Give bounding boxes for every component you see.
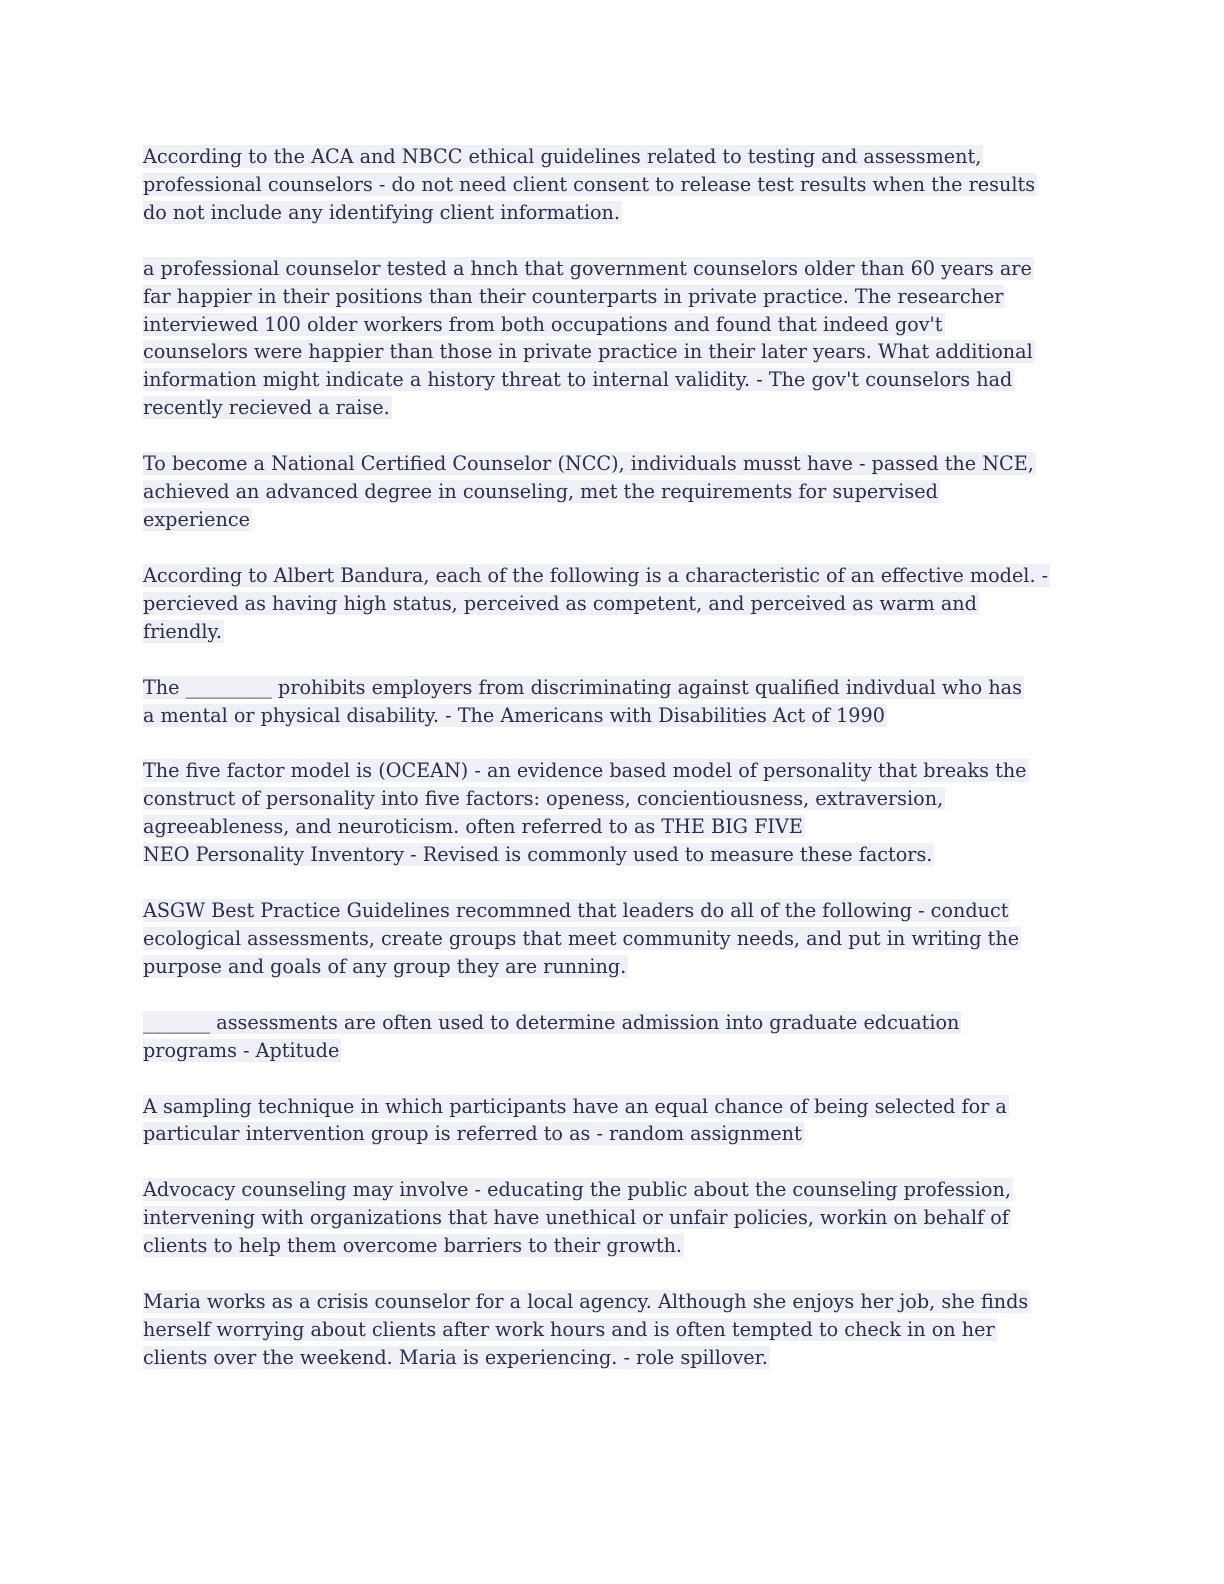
flashcard-entry (143, 1288, 1083, 1372)
text-line: experience (143, 507, 250, 531)
flashcard-entry (143, 143, 1083, 227)
text-line: clients over the weekend. Maria is experiencing. - role spillover. (143, 1345, 768, 1369)
flashcard-entry (143, 1093, 1083, 1149)
flashcard-entry (143, 1176, 1083, 1260)
text-line: Advocacy counseling may involve - educating the public about the counseling profession, (143, 1178, 1011, 1202)
text-line: According to the ACA and NBCC ethical guidelines related to testing and assessment, (143, 145, 982, 168)
text-line: Maria works as a crisis counselor for a local agency. Although she enjoys her job, she finds (143, 1290, 1029, 1314)
text-line: counselors were happier than those in private practice in their later years. What additional (143, 340, 1033, 364)
text-line: friendly. (143, 619, 222, 643)
text-line: A sampling technique in which participants have an equal chance of being selected for a (143, 1094, 1007, 1118)
text-line: a professional counselor tested a hnch that government counselors older than 60 years are (143, 256, 1032, 280)
flashcard-entry (143, 897, 1083, 981)
text-line: The five factor model is (OCEAN) - an evidence based model of personality that breaks the (143, 759, 1027, 783)
flashcard-entry (143, 562, 1083, 646)
flashcard-entry (143, 1009, 1083, 1065)
text-line: ecological assessments, create groups that meet community needs, and put in writing the (143, 926, 1020, 950)
text-line: intervening with organizations that have unethical or unfair policies, workin on behalf of (143, 1206, 1009, 1230)
text-line: clients to help them overcome barriers to their growth. (143, 1234, 683, 1258)
flashcard-entry (143, 674, 1083, 730)
text-line: programs - Aptitude (143, 1038, 340, 1062)
text-line: _______ assessments are often used to determine admission into graduate edcuation (143, 1010, 960, 1034)
text-line: purpose and goals of any group they are running. (143, 954, 627, 978)
text-line: professional counselors - do not need client consent to release test results when the results (143, 172, 1036, 196)
text-line: NEO Personality Inventory - Revised is commonly used to measure these factors. (143, 843, 933, 867)
text-line: percieved as having high status, perceived as competent, and perceived as warm and (143, 591, 977, 615)
text-line: agreeableness, and neuroticism. often referred to as THE BIG FIVE (143, 815, 803, 839)
text-line: achieved an advanced degree in counseling, met the requirements for supervised (143, 480, 938, 504)
text-line: ASGW Best Practice Guidelines recommned that leaders do all of the following - conduct (143, 899, 1009, 923)
text-line: herself worrying about clients after work hours and is often tempted to check in on her (143, 1318, 995, 1341)
flashcard-entry (143, 757, 1083, 869)
text-line: a mental or physical disability. - The Americans with Disabilities Act of 1990 (143, 703, 885, 727)
flashcard-entry (143, 255, 1083, 422)
text-line: According to Albert Bandura, each of the following is a characteristic of an effective model. - (143, 563, 1049, 587)
text-line: To become a National Certified Counselor (NCC), individuals musst have - passed the NCE, (143, 452, 1034, 476)
text-line: particular intervention group is referred to as - random assignment (143, 1122, 802, 1146)
text-line: interviewed 100 older workers from both occupations and found that indeed gov't (143, 312, 943, 336)
flashcard-entry (143, 450, 1083, 534)
text-line: The _________ prohibits employers from discriminating against qualified indivdual who has (143, 675, 1022, 699)
text-line: do not include any identifying client information. (143, 200, 621, 224)
text-line: information might indicate a history threat to internal validity. - The gov't counselors had (143, 368, 1013, 392)
text-line: far happier in their positions than their counterparts in private practice. The researcher (143, 284, 1004, 308)
document-body (143, 143, 1083, 1400)
text-line: recently recieved a raise. (143, 396, 390, 420)
text-line: construct of personality into five factors: openess, concientiousness, extraversion, (143, 787, 944, 811)
